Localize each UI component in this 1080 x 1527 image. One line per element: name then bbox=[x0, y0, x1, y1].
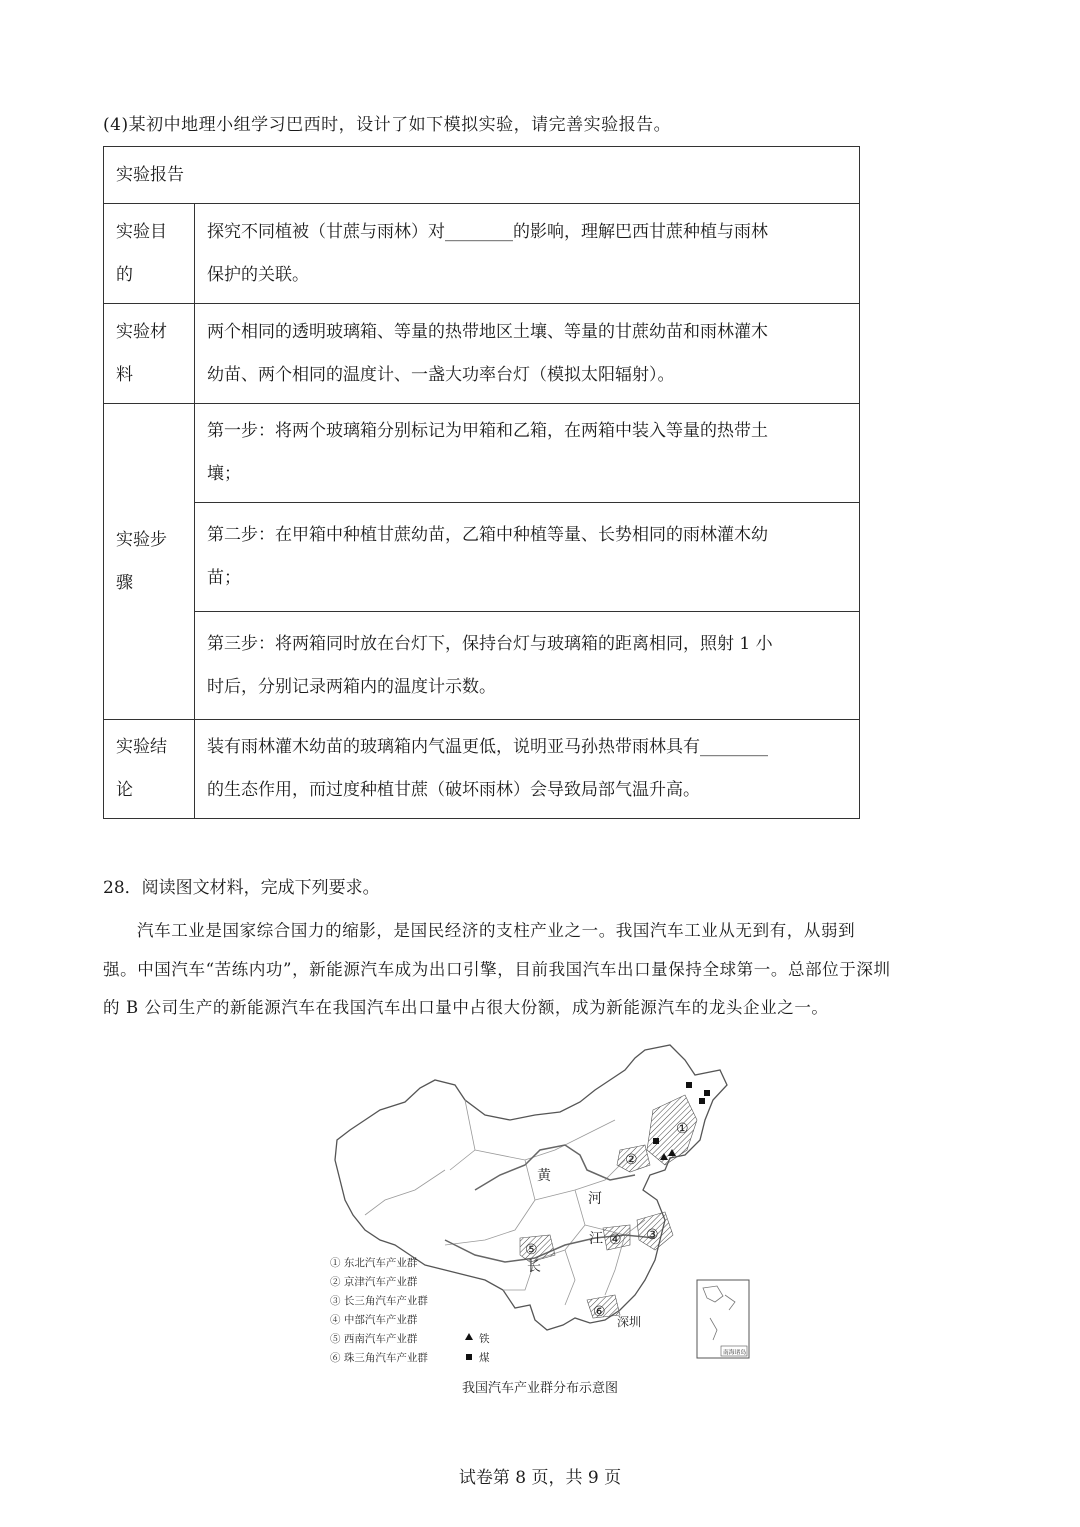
cluster-mark-1: ① bbox=[676, 1121, 689, 1137]
conclusion-label bbox=[104, 720, 195, 819]
coal-marker bbox=[704, 1090, 710, 1096]
river-label-he: 河 bbox=[588, 1191, 602, 1207]
legend-iron-symbol bbox=[465, 1333, 473, 1340]
step-2-content bbox=[195, 503, 860, 612]
cluster-mark-5: ⑤ bbox=[525, 1242, 538, 1258]
question-4-title: (4)某初中地理小组学习巴西时，设计了如下模拟实验，请完善实验报告。 bbox=[103, 115, 672, 135]
legend-item-3: ③ 长三角汽车产业群 bbox=[330, 1295, 428, 1307]
paragraph-line-1: 汽车工业是国家综合国力的缩影，是国民经济的支柱产业之一。我国汽车工业从无到有，从弱到 bbox=[137, 921, 856, 940]
experiment-report-table bbox=[103, 146, 860, 819]
coal-marker bbox=[699, 1098, 705, 1104]
materials-label bbox=[104, 304, 195, 404]
page-footer: 试卷第 8 页，共 9 页 bbox=[458, 1468, 622, 1488]
province-boundaries bbox=[365, 1100, 645, 1305]
river-label-jiang: 江 bbox=[589, 1231, 603, 1247]
cluster-mark-6: ⑥ bbox=[593, 1304, 606, 1320]
map-svg bbox=[325, 1040, 765, 1380]
conclusion-content bbox=[195, 720, 860, 819]
step-1-line-2: 壤； bbox=[207, 464, 241, 484]
materials-line-1: 两个相同的透明玻璃箱、等量的热带地区土壤、等量的甘蔗幼苗和雨林灌木 bbox=[207, 321, 768, 342]
legend-item-1: ① 东北汽车产业群 bbox=[330, 1257, 418, 1269]
purpose-label bbox=[104, 204, 195, 304]
materials-line-2: 幼苗、两个相同的温度计、一盏大功率台灯（模拟太阳辐射）。 bbox=[207, 364, 675, 385]
question-28-title: 28．阅读图文材料，完成下列要求。 bbox=[103, 878, 380, 898]
legend-item-5: ⑤ 西南汽车产业群 bbox=[330, 1333, 418, 1345]
paragraph-line-2: 强。中国汽车“苦练内功”，新能源汽车成为出口引擎，目前我国汽车出口量保持全球第一。总部位于深圳 bbox=[103, 959, 891, 979]
steps-label-line-1: 实验步 bbox=[116, 529, 167, 550]
cluster-mark-3: ③ bbox=[646, 1227, 659, 1243]
cluster-mark-4: ④ bbox=[609, 1232, 622, 1248]
conclusion-line-1: 装有雨林灌木幼苗的玻璃箱内气温更低，说明亚马孙热带雨林具有________ bbox=[207, 737, 768, 757]
materials-content bbox=[195, 304, 860, 404]
river-label-huang: 黄 bbox=[537, 1168, 551, 1184]
step-1-line-1: 第一步：将两个玻璃箱分别标记为甲箱和乙箱，在两箱中装入等量的热带土 bbox=[207, 421, 768, 441]
steps-label bbox=[104, 404, 195, 720]
purpose-label-line-2: 的 bbox=[116, 264, 133, 285]
purpose-line-2: 保护的关联。 bbox=[207, 264, 309, 285]
step-2-line-1: 第二步：在甲箱中种植甘蔗幼苗，乙箱中种植等量、长势相同的雨林灌木幼 bbox=[207, 525, 768, 545]
purpose-content bbox=[195, 204, 860, 304]
conclusion-label-line-1: 实验结 bbox=[116, 737, 167, 757]
legend-item-2: ② 京津汽车产业群 bbox=[330, 1276, 418, 1288]
legend-iron-label: 铁 bbox=[479, 1333, 490, 1345]
conclusion-label-line-2: 论 bbox=[116, 780, 133, 800]
step-3-content bbox=[195, 612, 860, 720]
cluster-mark-2: ② bbox=[625, 1152, 638, 1168]
steps-label-line-2: 骤 bbox=[116, 572, 133, 593]
yellow-river bbox=[475, 1145, 635, 1190]
legend-coal-label: 煤 bbox=[479, 1352, 490, 1364]
conclusion-line-2: 的生态作用，而过度种植甘蔗（破坏雨林）会导致局部气温升高。 bbox=[207, 780, 700, 800]
materials-label-line-1: 实验材 bbox=[116, 321, 167, 342]
river-label-chang: 长 bbox=[527, 1259, 541, 1275]
purpose-line-1: 探究不同植被（甘蔗与雨林）对________的影响，理解巴西甘蔗种植与雨林 bbox=[207, 221, 768, 242]
legend-coal-symbol bbox=[466, 1354, 472, 1360]
coal-marker bbox=[653, 1138, 659, 1144]
step-2-line-2: 苗； bbox=[207, 568, 241, 588]
china-auto-cluster-map bbox=[325, 1040, 765, 1380]
paragraph-line-3: 的 B 公司生产的新能源汽车在我国汽车出口量中占很大份额，成为新能源汽车的龙头企业之一。 bbox=[103, 998, 829, 1017]
step-3-line-1: 第三步：将两箱同时放在台灯下，保持台灯与玻璃箱的距离相同，照射 1 小 bbox=[207, 633, 773, 654]
city-label-shenzhen: 深圳 bbox=[617, 1315, 642, 1329]
inset-label: 南海诸岛 bbox=[723, 1350, 747, 1356]
legend-item-6: ⑥ 珠三角汽车产业群 bbox=[330, 1352, 428, 1364]
step-1-content bbox=[195, 404, 860, 503]
purpose-label-line-1: 实验目 bbox=[116, 221, 167, 242]
step-3-line-2: 时后，分别记录两箱内的温度计示数。 bbox=[207, 676, 496, 697]
map-caption: 我国汽车产业群分布示意图 bbox=[461, 1381, 618, 1396]
report-header: 实验报告 bbox=[104, 147, 860, 204]
materials-label-line-2: 料 bbox=[116, 364, 133, 385]
legend-item-4: ④ 中部汽车产业群 bbox=[330, 1314, 418, 1326]
map-legend bbox=[330, 1256, 490, 1364]
coal-marker bbox=[686, 1082, 692, 1088]
question-28-paragraph bbox=[103, 912, 983, 1028]
